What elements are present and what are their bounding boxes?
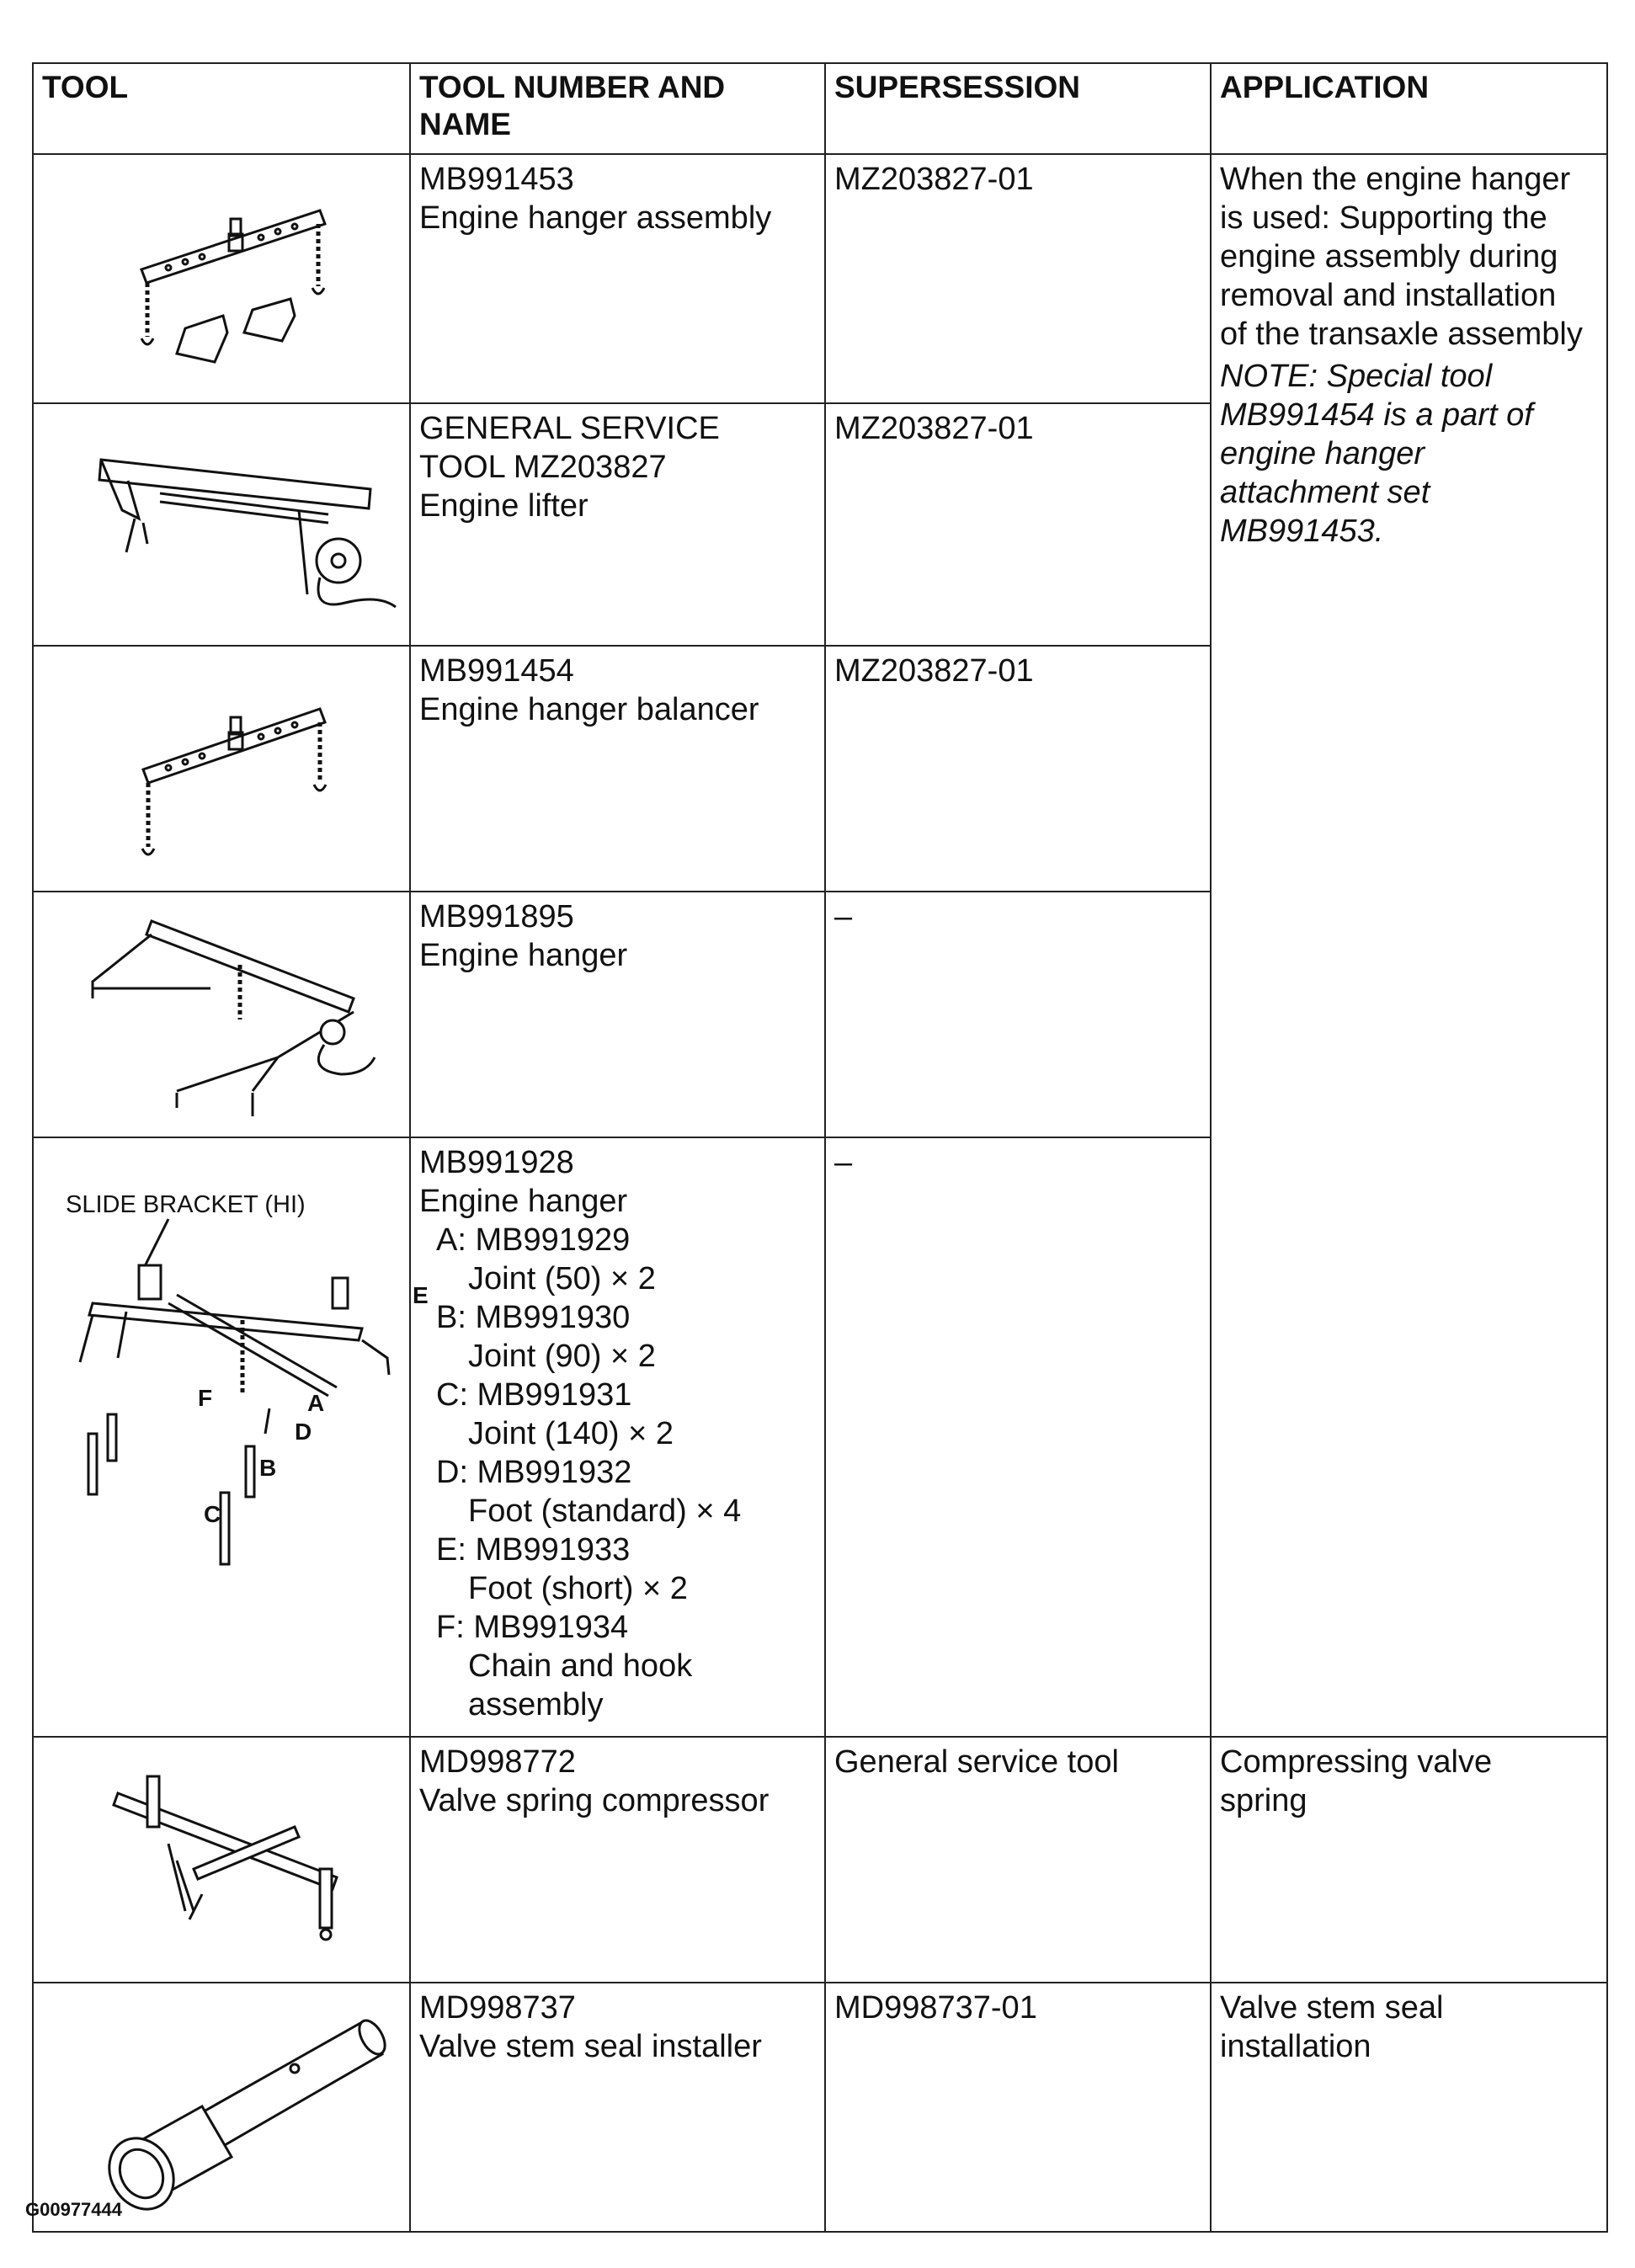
engine-hanger-icon (42, 897, 418, 1131)
part-desc: Foot (standard) × 4 (468, 1493, 742, 1529)
table-row (33, 1737, 1607, 1983)
header-supersession: SUPERSESSION (825, 63, 1211, 154)
figure-code: G00977444 (25, 2199, 122, 2220)
tool-name: Engine hanger balancer (419, 692, 759, 727)
tool-image-cell (33, 154, 410, 403)
engine-hanger-assembly-icon (42, 160, 418, 397)
application-line: Compressing valve (1220, 1744, 1493, 1780)
application-line: of the transaxle assembly (1220, 317, 1583, 352)
tool-name: Engine hanger (419, 938, 628, 973)
tool-number: TOOL MZ203827 (419, 450, 667, 485)
tool-number: MB991453 (419, 162, 574, 197)
tool-number: MB991928 (419, 1145, 574, 1180)
supersession-cell: – (825, 1137, 1211, 1737)
part-desc: Joint (50) × 2 (468, 1261, 656, 1296)
application-cell (1211, 154, 1607, 1737)
callout-c: C (204, 1501, 221, 1527)
tool-number-cell (410, 154, 825, 403)
tool-image-cell (33, 646, 410, 892)
part-desc: assembly (468, 1687, 604, 1722)
tool-name: Valve stem seal installer (419, 2029, 762, 2064)
supersession-cell: MD998737-01 (825, 1983, 1211, 2232)
tool-number: MD998737 (419, 1990, 576, 2026)
application-line: When the engine hanger (1220, 162, 1571, 197)
part-desc: Joint (90) × 2 (468, 1339, 656, 1374)
tool-name: Engine hanger (419, 1184, 628, 1219)
part-code: E: MB991933 (436, 1532, 631, 1568)
tool-number-cell (410, 403, 825, 646)
supersession-cell: MZ203827-01 (825, 403, 1211, 646)
supersession-cell: MZ203827-01 (825, 646, 1211, 892)
tool-name: Engine lifter (419, 488, 588, 524)
tool-number-cell (410, 1737, 825, 1983)
part-desc: Chain and hook (468, 1648, 693, 1684)
engine-lifter-icon (42, 409, 418, 640)
tool-image-cell (33, 1983, 410, 2232)
application-note (1220, 357, 1598, 551)
table-row (33, 154, 1607, 403)
application-line: spring (1220, 1783, 1307, 1818)
application-line: removal and installation (1220, 278, 1557, 313)
application-line: installation (1220, 2029, 1371, 2064)
application-line: is used: Supporting the (1220, 200, 1547, 236)
header-tool: TOOL (33, 63, 410, 154)
tool-image-cell (33, 403, 410, 646)
part-code: B: MB991930 (436, 1300, 631, 1335)
tool-image-cell (33, 1737, 410, 1983)
note-line: NOTE: Special tool (1220, 359, 1493, 394)
tool-name: Valve spring compressor (419, 1783, 770, 1818)
tool-image-cell (33, 1137, 429, 1737)
tool-number: MD998772 (419, 1744, 576, 1780)
part-code: C: MB991931 (436, 1377, 632, 1413)
supersession-cell: General service tool (825, 1737, 1211, 1983)
part-code: F: MB991934 (436, 1610, 629, 1645)
supersession-cell: MZ203827-01 (825, 154, 1211, 403)
engine-hanger-set-icon (42, 1143, 429, 1731)
valve-stem-seal-installer-icon (42, 1988, 418, 2226)
valve-spring-compressor-icon (42, 1743, 418, 1977)
tool-number-cell (410, 646, 825, 892)
header-row (33, 63, 1607, 154)
header-application: APPLICATION (1211, 63, 1607, 154)
note-line: MB991453. (1220, 514, 1384, 549)
engine-hanger-balancer-icon (42, 652, 418, 886)
tool-number: MB991454 (419, 653, 574, 689)
part-desc: Joint (140) × 2 (468, 1416, 674, 1451)
tool-number: MB991895 (419, 899, 574, 934)
part-code: A: MB991929 (436, 1222, 631, 1258)
part-desc: Foot (short) × 2 (468, 1571, 688, 1606)
supersession-cell: – (825, 892, 1211, 1137)
table-row (33, 1983, 1607, 2232)
application-cell (1211, 1737, 1607, 1983)
callout-a: A (307, 1390, 325, 1416)
application-line: Valve stem seal (1220, 1990, 1444, 2026)
header-tool-number: TOOL NUMBER AND NAME (410, 63, 825, 154)
callout-d: D (295, 1419, 312, 1445)
application-cell (1211, 1983, 1607, 2232)
application-line: engine assembly during (1220, 239, 1558, 274)
tool-number: GENERAL SERVICE (419, 411, 720, 446)
callout-b: B (259, 1455, 277, 1481)
tool-name: Engine hanger assembly (419, 200, 772, 236)
note-line: MB991454 is a part of (1220, 397, 1533, 433)
part-code: D: MB991932 (436, 1455, 632, 1490)
callout-f: F (198, 1385, 213, 1411)
slide-bracket-label: SLIDE BRACKET (HI) (66, 1191, 306, 1218)
special-tools-table (32, 62, 1608, 2233)
note-line: engine hanger (1220, 436, 1425, 471)
callout-e: E (413, 1282, 429, 1308)
tool-number-cell (410, 1137, 825, 1737)
tool-number-cell (410, 1983, 825, 2232)
note-line: attachment set (1220, 475, 1430, 510)
tool-image-cell (33, 892, 410, 1137)
tool-number-cell (410, 892, 825, 1137)
